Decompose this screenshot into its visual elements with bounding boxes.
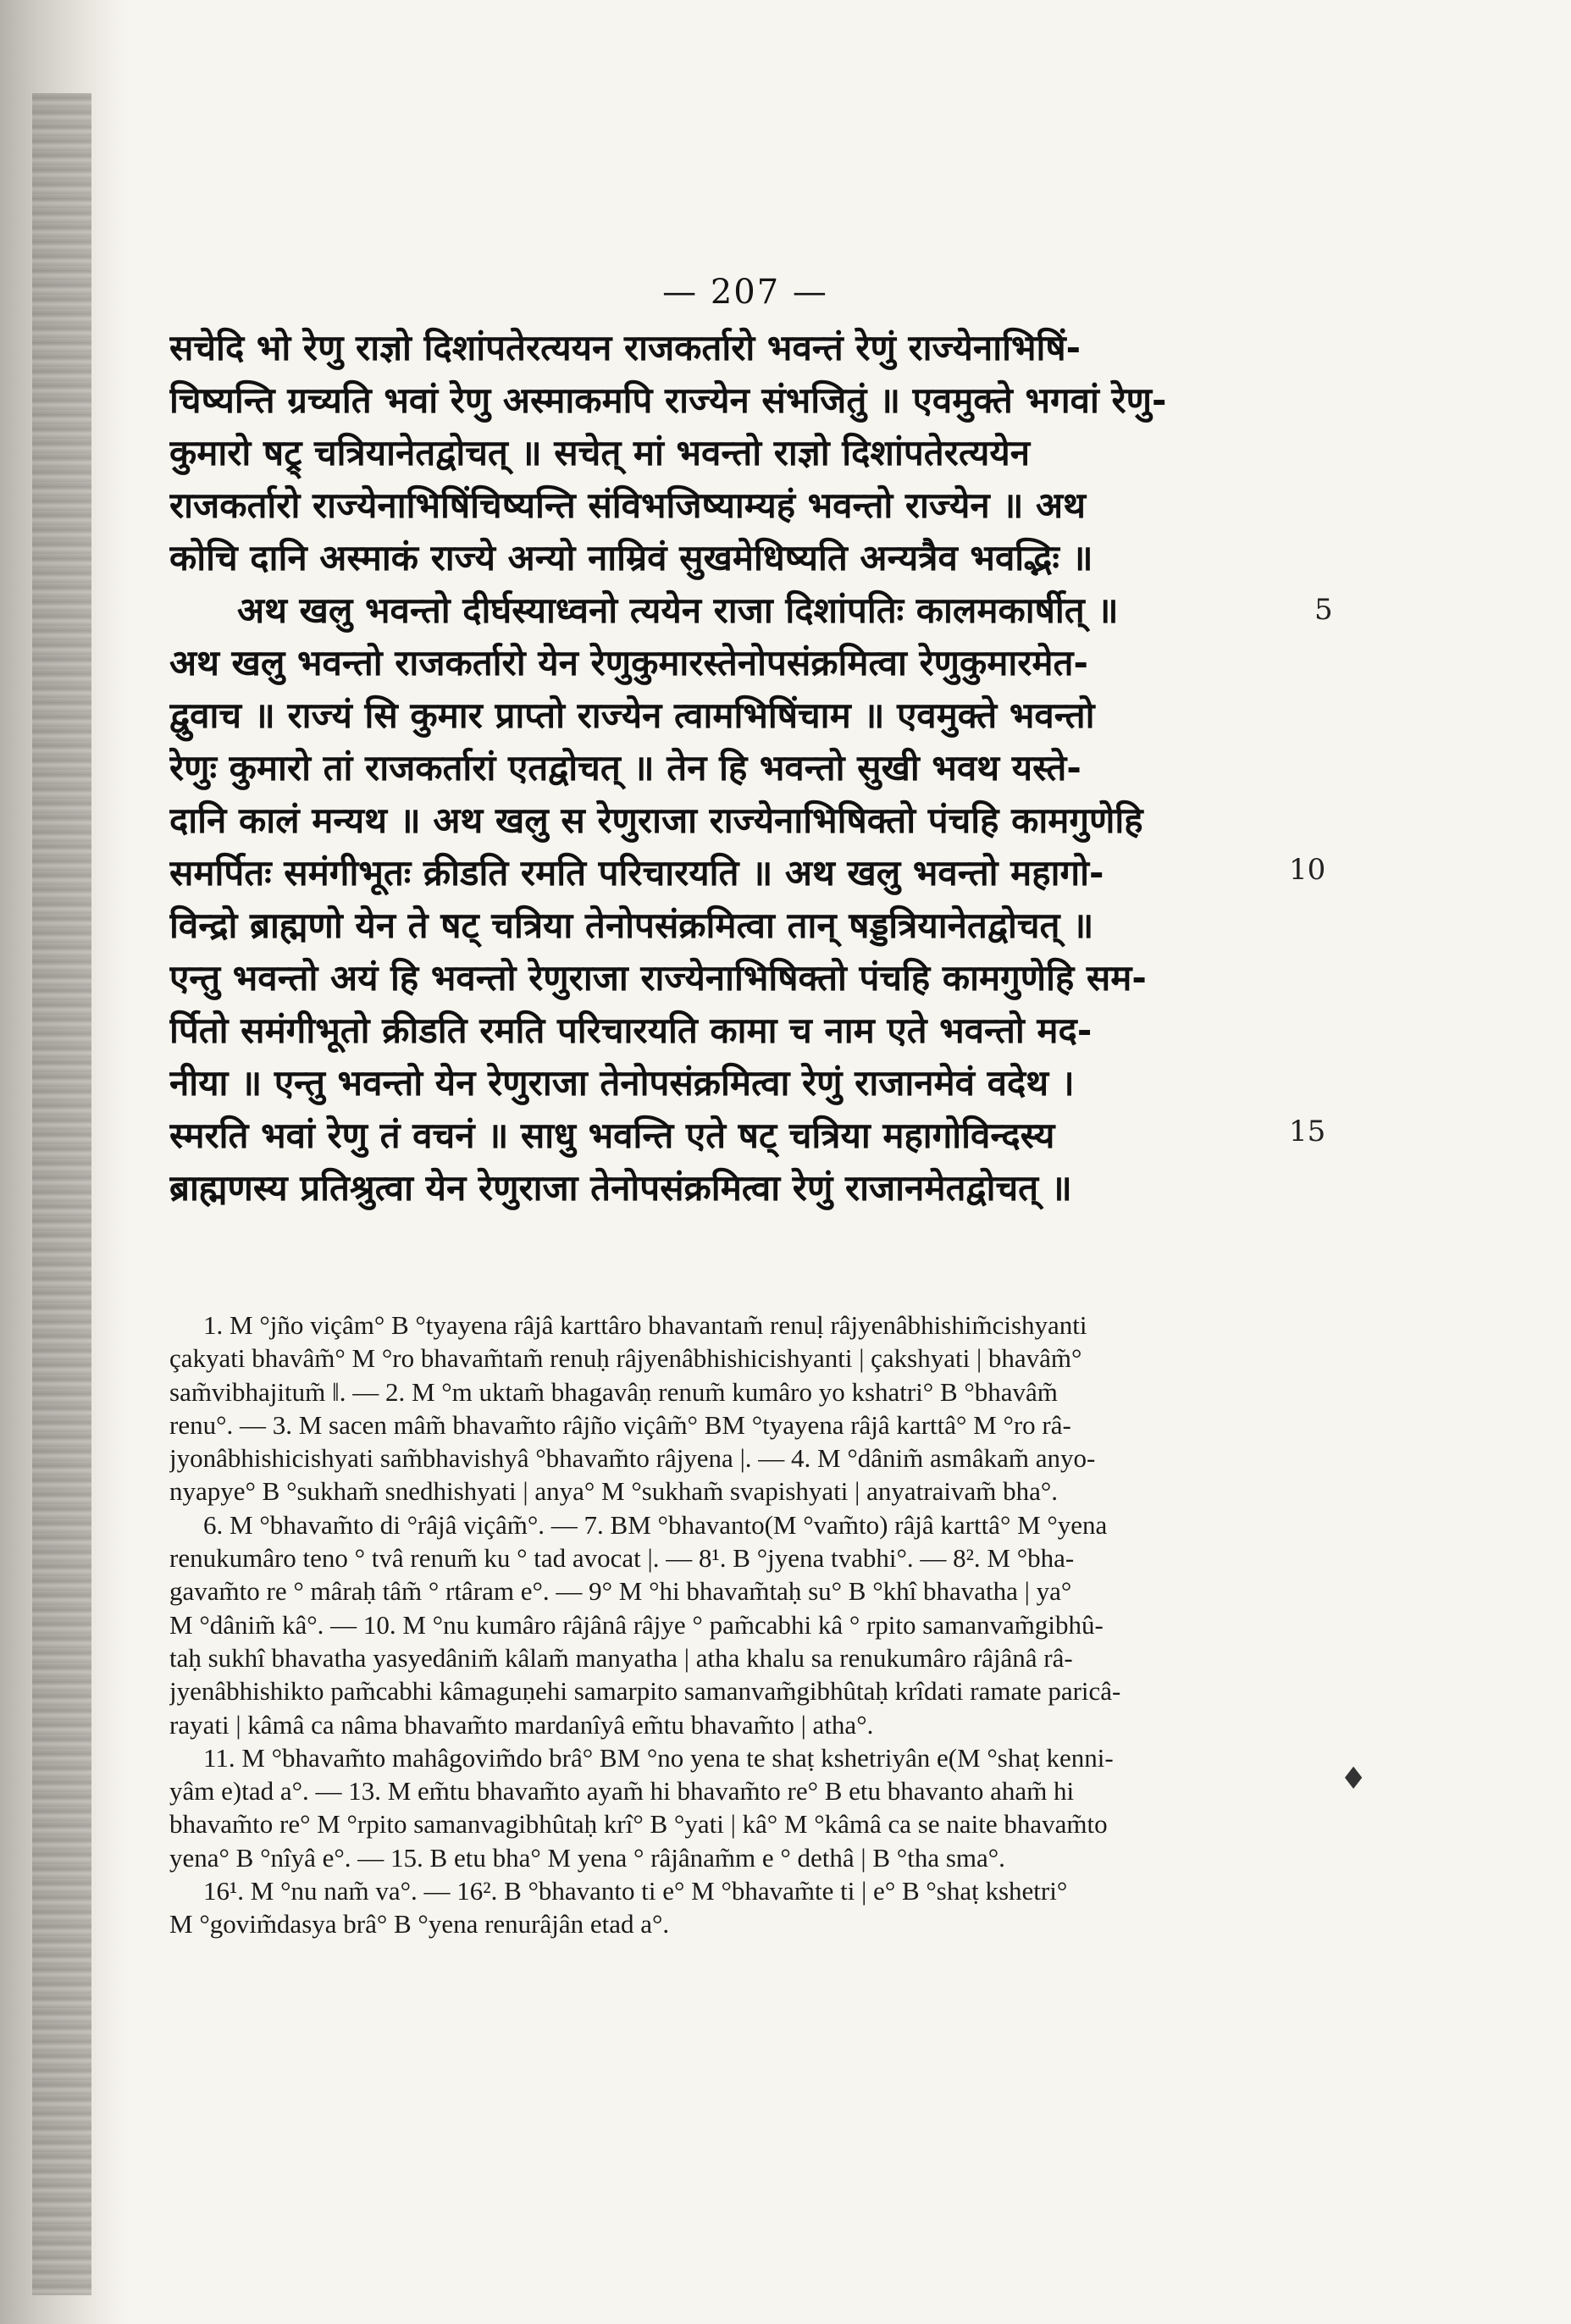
- footnote-line: M °govim̃dasya brâ° B °yena renurâjân etad a°.: [169, 1909, 670, 1939]
- footnote-line: taḥ sukhî bhavatha yasyedânim̃ kâlam̃ manyatha | atha khalu sa renukumâro râjânâ râ-: [169, 1642, 1073, 1673]
- text-line: अथ खलु भवन्तो दीर्घस्याध्वनो त्ययेन राजा दिशांपतिः कालमकार्षीत् ॥: [237, 589, 1119, 631]
- footnote-line: 6. M °bhavam̃to di °râjâ viçâm̃°. — 7. BM °bhavanto(M °vam̃to) râjâ karttâ° M °yena: [203, 1509, 1108, 1540]
- text-line: कुमारो षट्र् चत्रियानेतद्वोचत् ॥ सचेत् मां भवन्तो राज्ञो दिशांपतेरत्ययेन: [169, 432, 1031, 473]
- text-line: अथ खलु भवन्तो राजकर्तारो येन रेणुकुमारस्तेनोपसंक्रमित्वा रेणुकुमारमेत-: [169, 642, 1088, 683]
- footnote-line: M °dânim̃ kâ°. — 10. M °nu kumâro râjânâ râjye ° pam̃cabhi kâ ° rpito samanvam̃gibhû-: [169, 1609, 1104, 1640]
- footnote-line: çakyati bhavâm̃° M °ro bhavam̃tam̃ renuḥ râjyenâbhishicishyanti | çakshyati | bhavâm̃°: [169, 1343, 1082, 1374]
- text-line: र्पितो समंगीभूतो क्रीडति रमति परिचारयति कामा च नाम एते भवन्तो मद-: [169, 1010, 1093, 1051]
- margin-mark: ♦: [1340, 1762, 1368, 1796]
- text-line: ब्राह्मणस्य प्रतिश्रुत्वा येन रेणुराजा तेनोपसंक्रमित्वा रेणुं राजानमेतद्वोचत् ॥: [169, 1167, 1072, 1209]
- text-line: राजकर्तारो राज्येनाभिषिंचिष्यन्ति संविभजिष्याम्यहं भवन्तो राज्येन ॥ अथ: [169, 484, 1086, 526]
- text-line: रेणुः कुमारो तां राजकर्तारां एतद्वोचत् ॥ तेन हि भवन्तो सुखी भवथ यस्ते-: [169, 747, 1081, 788]
- footnote-line: bhavam̃to re° M °rpito samanvagibhûtaḥ krî° B °yati | kâ° M °kâmâ ca se naite bhavam̃to: [169, 1809, 1108, 1840]
- text-line: चिष्यन्ति ग्रच्यति भवां रेणु अस्माकमपि राज्येन संभजितुं ॥ एवमुक्ते भगवां रेणु-: [169, 379, 1167, 421]
- footnote-line: renu°. — 3. M sacen mâm̃ bhavam̃to râjño viçâm̃° BM °tyayena râjâ karttâ° M °ro râ-: [169, 1409, 1071, 1440]
- line-number-15: 15: [1289, 1115, 1326, 1148]
- footnote-line: 11. M °bhavam̃to mahâgovim̃do brâ° BM °no yena te shaṭ kshetriyân e(M °shaṭ kenni-: [203, 1742, 1114, 1773]
- footnote-line: yena° B °nîyâ e°. — 15. B etu bha° M yena ° râjânam̃m e ° dethâ | B °tha sma°.: [169, 1842, 1005, 1873]
- footnote-line: 16¹. M °nu nam̃ va°. — 16². B °bhavanto ti e° M °bhavam̃te ti | e° B °shaṭ kshetri°: [203, 1876, 1068, 1906]
- page-number: — 207 —: [662, 273, 828, 312]
- text-line: द्वुवाच ॥ राज्यं सि कुमार प्राप्तो राज्येन त्वामभिषिंचाम ॥ एवमुक्ते भवन्तो: [169, 694, 1095, 736]
- footnote-line: rayati | kâmâ ca nâma bhavam̃to mardanîyâ em̃tu bhavam̃to | atha°.: [169, 1709, 874, 1740]
- text-line: विन्द्रो ब्राह्मणो येन ते षट् चत्रिया तेनोपसंक्रमित्वा तान् षड्डत्रियानेतद्वोचत् ॥: [169, 905, 1094, 946]
- text-line: एन्तु भवन्तो अयं हि भवन्तो रेणुराजा राज्येनाभिषिक्तो पंचहि कामगुणेहि सम-: [169, 957, 1147, 999]
- footnote-line: renukumâro teno ° tvâ renum̃ ku ° tad avocat |. — 8¹. B °jyena tvabhi°. — 8². M °bha-: [169, 1543, 1075, 1574]
- line-number-10: 10: [1289, 853, 1326, 887]
- binding-strip: [32, 93, 91, 2295]
- line-number-5: 5: [1314, 593, 1333, 627]
- footnote-line: nyapye° B °sukham̃ snedhishyati | anya° M °sukham̃ svapishyati | anyatraivam̃ bha°.: [169, 1476, 1058, 1507]
- text-line: समर्पितः समंगीभूतः क्रीडति रमति परिचारयति ॥ अथ खलु भवन्तो महागो-: [169, 852, 1104, 894]
- text-line: कोचि दानि अस्माकं राज्ये अन्यो नाम्रिवं सुखमेधिष्यति अन्यत्रैव भवद्भिः ॥: [169, 537, 1093, 578]
- footnote-line: jyenâbhishikto pam̃cabhi kâmaguṇehi samarpito samanvam̃gibhûtaḥ krîdati ramate paricâ-: [169, 1676, 1121, 1707]
- footnotes-block: [169, 1309, 1287, 1941]
- footnote-line: gavam̃to re ° mâraḥ tâm̃ ° rtâram e°. — 9° M °hi bhavam̃taḥ su° B °khî bhavatha | ya°: [169, 1576, 1072, 1607]
- footnote-line: yâm e)tad a°. — 13. M em̃tu bhavam̃to ayam̃ hi bhavam̃to re° B etu bhavanto aham̃ hi: [169, 1776, 1075, 1807]
- footnote-line: sam̃vibhajitum̃ ‖. — 2. M °m uktam̃ bhagavâṇ renum̃ kumâro yo kshatri° B °bhavâm̃: [169, 1376, 1058, 1407]
- footnote-line: jyonâbhishicishyati sam̃bhavishyâ °bhavam̃to râjyena |. — 4. M °dânim̃ asmâkam̃ anyo-: [169, 1443, 1096, 1474]
- text-line: दानि कालं मन्यथ ॥ अथ खलु स रेणुराजा राज्येनाभिषिक्तो पंचहि कामगुणेहि: [169, 800, 1143, 841]
- text-line: नीया ॥ एन्तु भवन्तो येन रेणुराजा तेनोपसंक्रमित्वा रेणुं राजानमेवं वदेथ ।: [169, 1062, 1075, 1104]
- text-line: स्मरति भवां रेणु तं वचनं ॥ साधु भवन्ति एते षट् चत्रिया महागोविन्दस्य: [169, 1115, 1055, 1156]
- devanagari-text-block: [169, 322, 1287, 1215]
- text-line: सचेदि भो रेणु राज्ञो दिशांपतेरत्ययन राजकर्तारो भवन्तं रेणुं राज्येनाभिषिं-: [169, 327, 1081, 368]
- footnote-line: 1. M °jño viçâm° B °tyayena râjâ karttâro bhavantam̃ renuḷ râjyenâbhishim̃cishyanti: [203, 1310, 1087, 1340]
